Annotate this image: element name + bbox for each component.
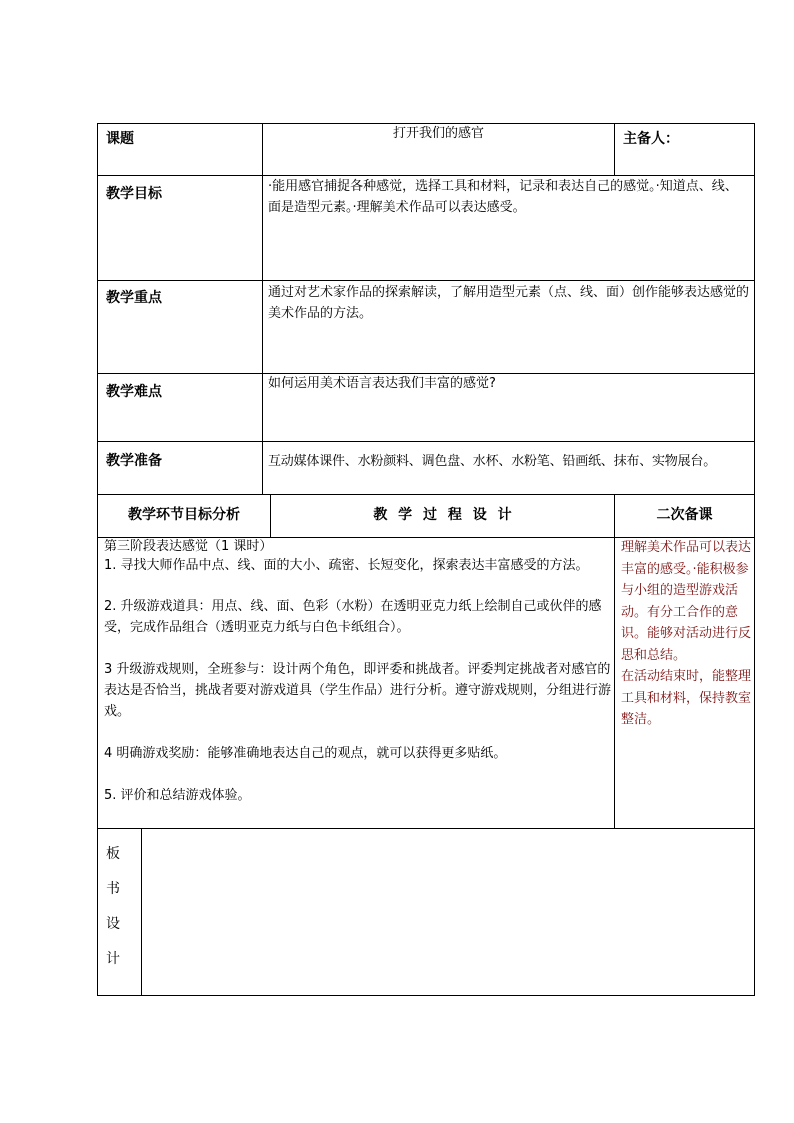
difficulties-text: 如何运用美术语言表达我们丰富的感觉? [268, 376, 496, 391]
board-design-area [142, 829, 754, 995]
process-step-3: 3 升级游戏规则，全班参与：设计两个角色，即评委和挑战者。评委判定挑战者对感官的表达是否恰当，挑战者要对游戏道具（学生作品）进行分析。遵守游戏规则，分组进行游戏。 [104, 662, 612, 719]
col-divider [614, 494, 615, 829]
table-border-left [97, 123, 98, 996]
second-prep-note-2: 在活动结束时，能整理工具和材料，保持教室整洁。 [621, 669, 752, 727]
preparation-text: 互动媒体课件、水粉颜料、调色盘、水杯、水粉笔、铅画纸、抹布、实物展台。 [268, 454, 717, 469]
col-divider [614, 123, 615, 176]
board-label-char-3: 设 [106, 916, 120, 932]
row-divider [97, 494, 755, 495]
label-difficulties: 教学难点 [106, 384, 162, 400]
header-stage-analysis: 教学环节目标分析 [128, 507, 240, 523]
process-body [104, 537, 612, 806]
table-border-bottom [97, 995, 755, 996]
objectives-text: ·能用感官捕捉各种感觉，选择工具和材料，记录和表达自己的感觉。·知道点、线、面是造型元素。·理解美术作品可以表达感受。 [268, 179, 738, 215]
label-objectives: 教学目标 [106, 186, 162, 202]
label-topic: 课题 [106, 131, 134, 147]
process-step-5: 5. 评价和总结游戏体验。 [104, 788, 251, 803]
header-process-design: 教 学 过 程 设 计 [373, 507, 512, 523]
board-label-char-1: 板 [106, 846, 120, 862]
header-second-prep: 二次备课 [656, 507, 713, 523]
board-label-char-4: 计 [106, 951, 120, 967]
row-divider [97, 280, 755, 281]
label-key-points: 教学重点 [106, 290, 162, 306]
process-step-4: 4 明确游戏奖励：能够准确地表达自己的观点，就可以获得更多贴纸。 [104, 746, 507, 761]
process-step-2: 2. 升级游戏道具：用点、线、面、色彩（水粉）在透明亚克力纸上绘制自己或伙伴的感受，完成作品组合（透明亚克力纸与白色卡纸组合）。 [104, 599, 602, 635]
label-preparer: 主备人： [623, 131, 679, 147]
table-border-right [754, 123, 755, 996]
second-prep-note-1: 理解美术作品可以表达丰富的感受。·能积极参与小组的造型游戏活动。有分工合作的意识。能够对活动进行反思和总结。 [621, 540, 752, 663]
label-preparation: 教学准备 [106, 453, 162, 469]
process-stage-title: 第三阶段表达感觉（1 课时） [104, 539, 273, 554]
key-points-text: 通过对艺术家作品的探索解读，了解用造型元素（点、线、面）创作能够表达感觉的美术作品的方法。 [268, 285, 750, 321]
row-divider [97, 441, 755, 442]
process-step-1: 1. 寻找大师作品中点、线、面的大小、疏密、长短变化，探索表达丰富感受的方法。 [104, 558, 589, 573]
col-divider [262, 123, 263, 495]
board-label-char-2: 书 [106, 881, 120, 897]
second-prep-notes [621, 537, 751, 731]
lesson-title: 打开我们的感官 [392, 126, 484, 141]
